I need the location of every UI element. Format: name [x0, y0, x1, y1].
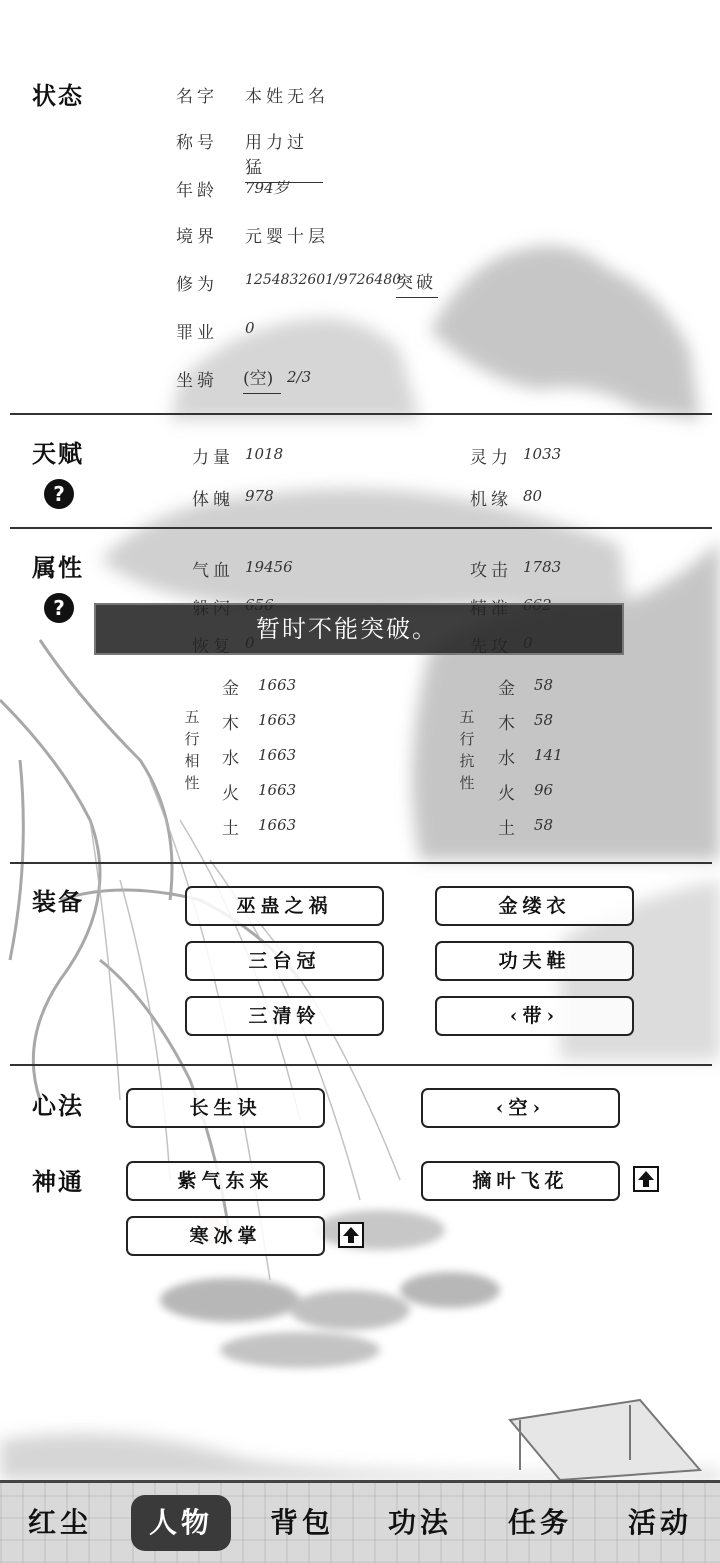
resist-earth-label: 土: [498, 819, 519, 839]
hp-label: 气血: [192, 561, 234, 581]
resist-metal-value: 58: [534, 676, 554, 694]
tab-backpack[interactable]: 背包: [269, 1506, 334, 1539]
resist-metal-label: 金: [498, 679, 519, 699]
cultivation-value: 1254832601/9726480: [245, 272, 402, 288]
attributes-section-title: 属性: [32, 553, 84, 582]
affinity-metal-value: 1663: [258, 676, 297, 694]
divine-skill-slot-1[interactable]: 紫气东来: [126, 1161, 325, 1201]
equipment-slot-belt[interactable]: ‹带›: [435, 996, 634, 1036]
tab-character[interactable]: 人物: [131, 1495, 231, 1551]
elemental-resistance-label: 五 行 抗 性: [459, 708, 475, 792]
affinity-earth-value: 1663: [258, 816, 297, 834]
strength-value: 1018: [245, 445, 284, 463]
mount-slot-link[interactable]: (空): [243, 364, 281, 394]
attack-label: 攻击: [470, 561, 512, 581]
age-label: 年龄: [176, 181, 218, 201]
resist-water-value: 141: [534, 746, 563, 764]
toast-message: 暂时不能突破。: [94, 603, 624, 655]
mind-method-slot-2[interactable]: ‹空›: [421, 1088, 620, 1128]
sin-label: 罪业: [176, 323, 218, 343]
resist-fire-value: 96: [534, 781, 554, 799]
resist-earth-value: 58: [534, 816, 554, 834]
realm-value: 元婴十层: [245, 227, 329, 247]
resist-fire-label: 火: [498, 784, 519, 804]
spirit-label: 灵力: [470, 448, 512, 468]
mount-count: 2/3: [287, 368, 312, 386]
attack-value: 1783: [523, 558, 562, 576]
affinity-fire-label: 火: [222, 784, 243, 804]
mind-method-slot-1[interactable]: 长生诀: [126, 1088, 325, 1128]
upgrade-arrow-icon[interactable]: [338, 1222, 364, 1248]
tab-skills[interactable]: 功法: [387, 1506, 452, 1539]
affinity-wood-value: 1663: [258, 711, 297, 729]
affinity-metal-label: 金: [222, 679, 243, 699]
resist-wood-value: 58: [534, 711, 554, 729]
affinity-fire-value: 1663: [258, 781, 297, 799]
strength-label: 力量: [192, 448, 234, 468]
resist-wood-label: 木: [498, 714, 519, 734]
fortune-value: 80: [523, 487, 543, 505]
physique-label: 体魄: [192, 490, 234, 510]
elemental-affinity-label: 五 行 相 性: [184, 708, 200, 792]
affinity-water-value: 1663: [258, 746, 297, 764]
mind-method-section-title: 心法: [32, 1091, 84, 1120]
equipment-slot-headwear[interactable]: 三台冠: [185, 941, 384, 981]
equipment-slot-armor[interactable]: 金缕衣: [435, 886, 634, 926]
affinity-earth-label: 土: [222, 819, 243, 839]
sin-value: 0: [245, 319, 255, 337]
question-icon[interactable]: ?: [44, 593, 74, 623]
mount-label: 坐骑: [176, 371, 218, 391]
title-value-link[interactable]: 用力过猛: [245, 128, 323, 183]
realm-label: 境界: [176, 227, 218, 247]
tab-events[interactable]: 活动: [627, 1506, 692, 1539]
divider: [10, 1064, 712, 1066]
tab-red-dust[interactable]: 红尘: [27, 1506, 92, 1539]
divider: [10, 413, 712, 415]
spirit-value: 1033: [523, 445, 562, 463]
physique-value: 978: [245, 487, 274, 505]
fortune-label: 机缘: [470, 490, 512, 510]
upgrade-arrow-icon[interactable]: [633, 1166, 659, 1192]
talent-section-title: 天赋: [32, 439, 84, 468]
equipment-slot-shoes[interactable]: 功夫鞋: [435, 941, 634, 981]
affinity-wood-label: 木: [222, 714, 243, 734]
divider: [10, 527, 712, 529]
breakthrough-button[interactable]: 突破: [396, 268, 438, 298]
tab-quests[interactable]: 任务: [507, 1506, 572, 1539]
name-value: 本姓无名: [245, 87, 329, 107]
divider: [10, 862, 712, 864]
hp-value: 19456: [245, 558, 293, 576]
equipment-slot-weapon[interactable]: 巫蛊之祸: [185, 886, 384, 926]
equipment-slot-accessory[interactable]: 三清铃: [185, 996, 384, 1036]
bottom-navigation: [0, 1480, 720, 1563]
name-label: 名字: [176, 87, 218, 107]
title-label: 称号: [176, 133, 218, 153]
divine-skill-slot-2[interactable]: 摘叶飞花: [421, 1161, 620, 1201]
question-icon[interactable]: ?: [44, 479, 74, 509]
divine-skill-slot-3[interactable]: 寒冰掌: [126, 1216, 325, 1256]
status-section-title: 状态: [32, 81, 84, 110]
divine-skills-section-title: 神通: [32, 1167, 84, 1196]
age-value: 794岁: [245, 179, 289, 197]
cultivation-label: 修为: [176, 275, 218, 295]
resist-water-label: 水: [498, 749, 519, 769]
equipment-section-title: 装备: [32, 887, 84, 916]
affinity-water-label: 水: [222, 749, 243, 769]
